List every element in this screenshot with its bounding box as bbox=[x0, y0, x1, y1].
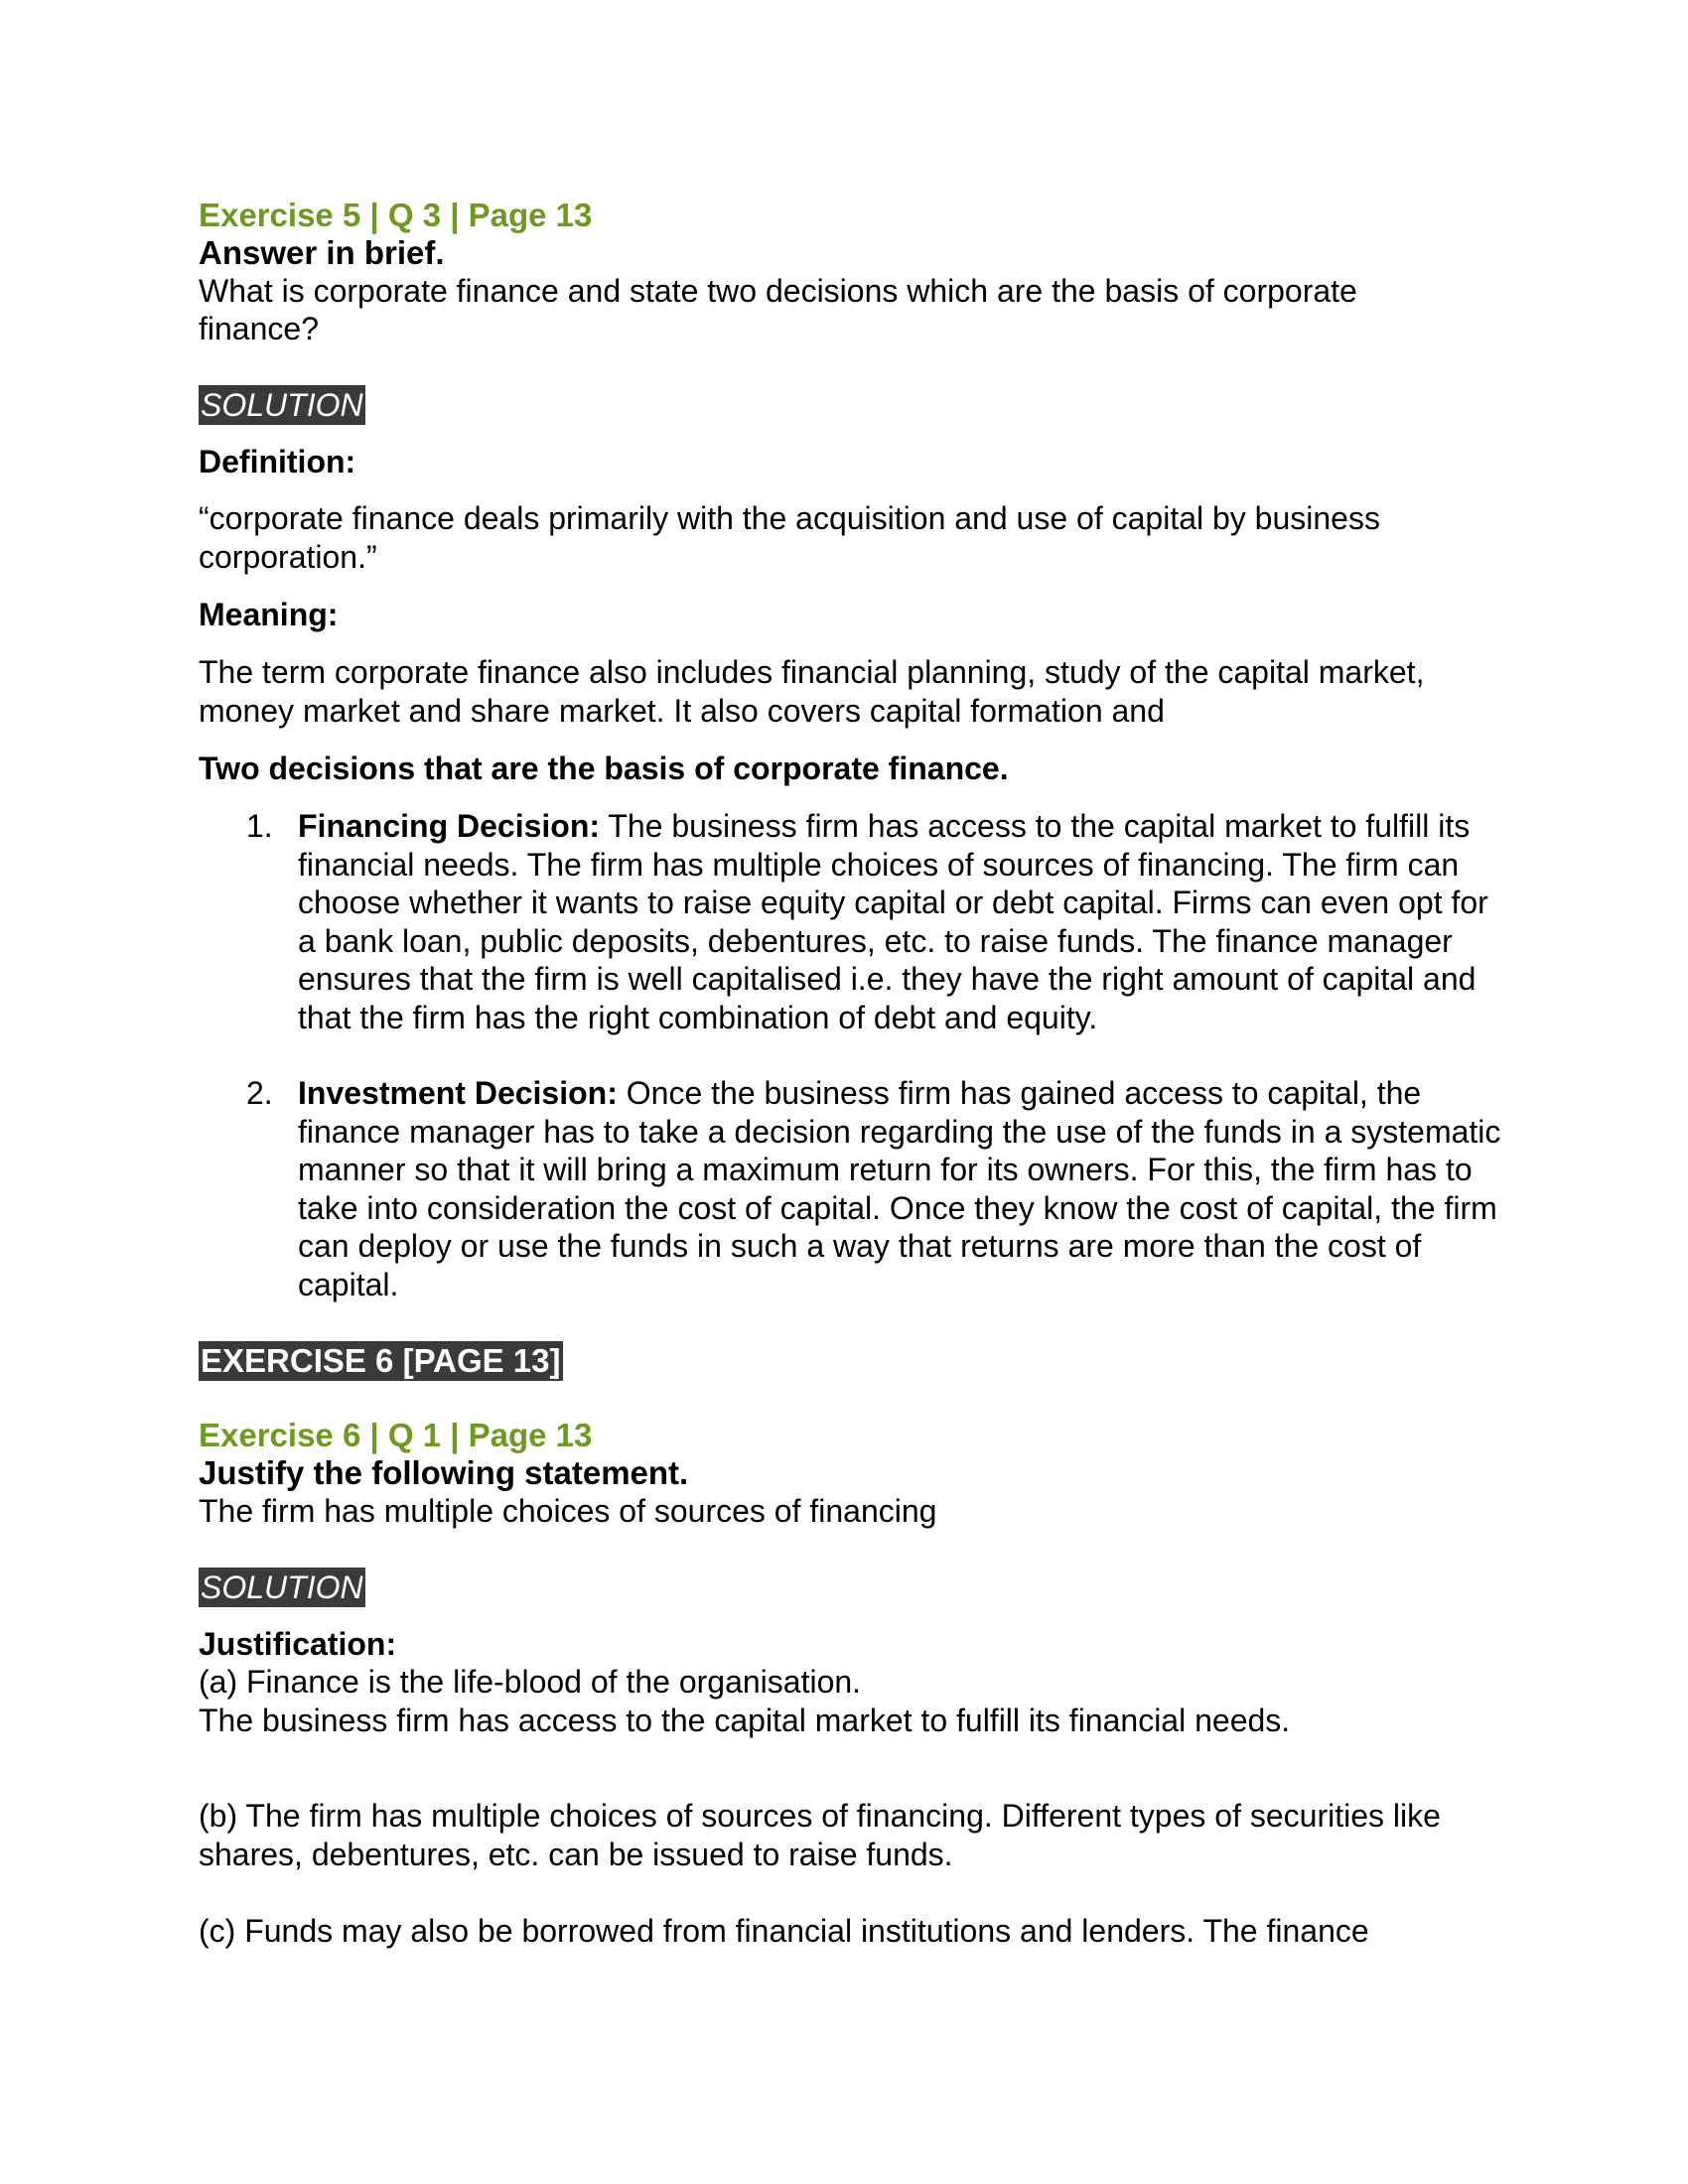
decisions-list bbox=[199, 807, 1509, 1303]
question-heading: Exercise 6 | Q 1 | Page 13 bbox=[199, 1417, 593, 1453]
meaning-text: The term corporate finance also includes financial planning, study of the capital market, money market and share market. It also covers capital formation and bbox=[199, 654, 1425, 729]
decision-term: Investment Decision: bbox=[298, 1075, 618, 1111]
justification-point-b: (b) The firm has multiple choices of sources of financing. Different types of securities like shares, debentures, etc. can be issued to raise funds. bbox=[199, 1798, 1441, 1872]
decision-text: Once the business firm has gained access to capital, the finance manager has to take a decision regarding the use of the funds in a systematic manner so that it will bring a maximum return for its owners. For this, the firm has to take into consideration the cost of capital. Once they know the cost of capital, the firm can deploy or use the funds in such a way that returns are more than the cost of capital. bbox=[298, 1075, 1501, 1302]
justification-heading: Justification: bbox=[199, 1626, 397, 1662]
list-number: 1. bbox=[246, 808, 273, 844]
list-item bbox=[199, 807, 1509, 1036]
question-text: What is corporate finance and state two decisions which are the basis of corporate finance? bbox=[199, 273, 1357, 346]
definition-heading: Definition: bbox=[199, 444, 356, 479]
decision-text: The business firm has access to the capital market to fulfill its financial needs. The firm has multiple choices of sources of financing. The firm can choose whether it wants to raise equity capital or debt capital. Firms can even opt for a bank loan, public deposits, debentures, etc. to raise funds. The finance manager ensures that the firm is well capitalised i.e. they have the right amount of capital and that the firm has the right combination of debt and equity. bbox=[298, 808, 1488, 1035]
justification-point-a-detail: The business firm has access to the capital market to fulfill its financial needs. bbox=[199, 1703, 1291, 1738]
definition-text: “corporate finance deals primarily with the acquisition and use of capital by business corporation.” bbox=[199, 500, 1380, 575]
exercise-badge: EXERCISE 6 [PAGE 13] bbox=[201, 1342, 561, 1379]
decision-term: Financing Decision: bbox=[298, 808, 601, 844]
question-text: The firm has multiple choices of sources of financing bbox=[199, 1493, 937, 1529]
list-number: 2. bbox=[246, 1075, 273, 1111]
page-content bbox=[199, 197, 1509, 1951]
question-type: Answer in brief. bbox=[199, 234, 445, 271]
question-type: Justify the following statement. bbox=[199, 1454, 689, 1491]
justification-point-a: (a) Finance is the life-blood of the organisation. bbox=[199, 1664, 862, 1700]
decisions-heading: Two decisions that are the basis of corporate finance. bbox=[199, 751, 1009, 786]
justification-point-c: (c) Funds may also be borrowed from financial institutions and lenders. The finance bbox=[199, 1913, 1369, 1949]
solution-badge: SOLUTION bbox=[201, 387, 363, 423]
meaning-heading: Meaning: bbox=[199, 597, 339, 632]
solution-badge: SOLUTION bbox=[201, 1570, 363, 1605]
question-heading: Exercise 5 | Q 3 | Page 13 bbox=[199, 197, 593, 233]
list-item bbox=[199, 1074, 1509, 1303]
